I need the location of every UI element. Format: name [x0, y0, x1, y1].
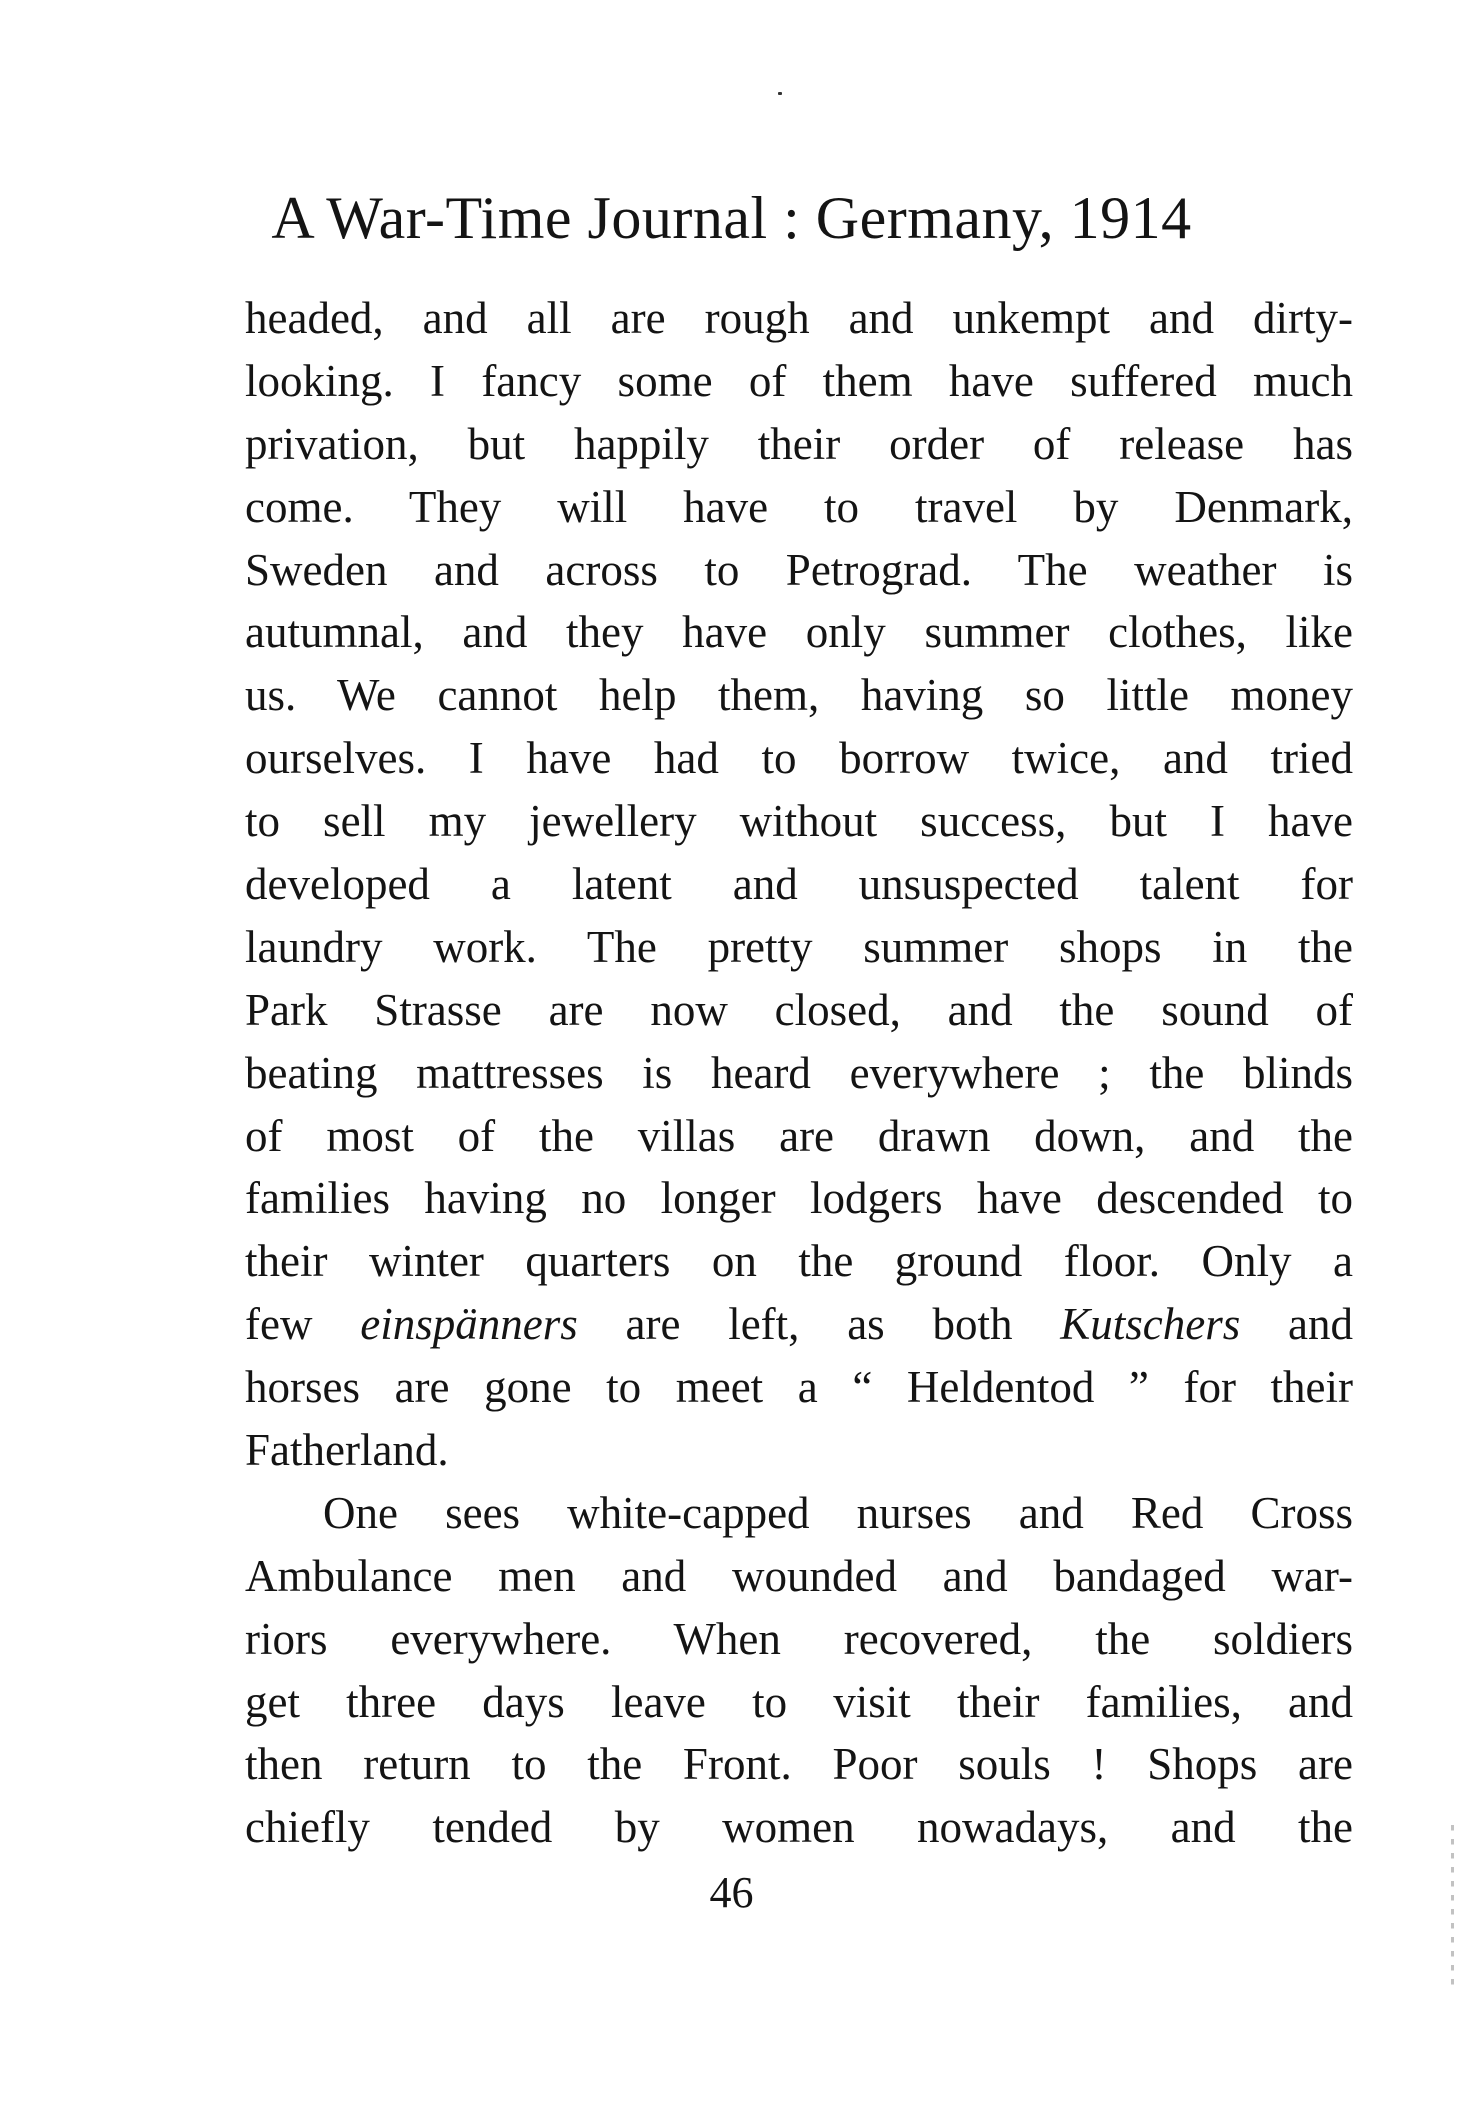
text-line: of most of the villas are drawn down, and the	[245, 1110, 1353, 1161]
text-line: beating mattresses is heard everywhere ; the blinds	[245, 1047, 1353, 1098]
text-line: autumnal, and they have only summer clothes, like	[245, 607, 1353, 658]
text-line: Sweden and across to Petrograd. The weather is	[245, 544, 1353, 595]
text-line: Park Strasse are now closed, and the sound of	[245, 984, 1353, 1035]
text-line: Fatherland.	[245, 1425, 449, 1476]
text-line: us. We cannot help them, having so little money	[245, 670, 1353, 721]
text-line: horses are gone to meet a “ Heldentod ” for their	[245, 1362, 1353, 1413]
text-line: families having no longer lodgers have descended to	[245, 1173, 1353, 1224]
text-line: headed, and all are rough and unkempt and dirty-	[245, 293, 1353, 343]
text-line: then return to the Front. Poor souls ! Shops are	[245, 1739, 1353, 1790]
italic-term-einspanners: einspänners	[360, 1299, 578, 1350]
text-line-with-italics	[245, 1293, 1353, 1356]
ink-speck	[778, 92, 782, 95]
paragraph-first-line: One sees white-capped nurses and Red Cross	[323, 1487, 1353, 1538]
italic-term-kutschers: Kutschers	[1060, 1299, 1241, 1350]
text-line: developed a latent and unsuspected talent for	[245, 859, 1353, 910]
text-run: are left, as both	[577, 1299, 1061, 1350]
text-run: and	[1240, 1299, 1353, 1350]
text-line: their winter quarters on the ground floor. Only a	[245, 1236, 1353, 1287]
page-edge-marks	[1451, 1825, 1454, 1985]
text-line: to sell my jewellery without success, but I have	[245, 796, 1353, 847]
page-number: 46	[709, 1868, 754, 1917]
text-line: riors everywhere. When recovered, the soldiers	[245, 1613, 1353, 1664]
text-line: chiefly tended by women nowadays, and the	[245, 1802, 1353, 1853]
text-line: looking. I fancy some of them have suffered much	[245, 355, 1353, 406]
text-line: get three days leave to visit their families, and	[245, 1676, 1353, 1727]
text-line: privation, but happily their order of release has	[245, 418, 1353, 469]
text-line: ourselves. I have had to borrow twice, and tried	[245, 733, 1353, 784]
text-line: Ambulance men and wounded and bandaged war-	[245, 1550, 1353, 1601]
body-text	[245, 287, 1353, 1859]
text-run: few	[245, 1299, 361, 1350]
text-line: come. They will have to travel by Denmark,	[245, 481, 1353, 532]
text-line: laundry work. The pretty summer shops in the	[245, 921, 1353, 972]
running-head: A War-Time Journal : Germany, 1914	[271, 185, 1192, 251]
